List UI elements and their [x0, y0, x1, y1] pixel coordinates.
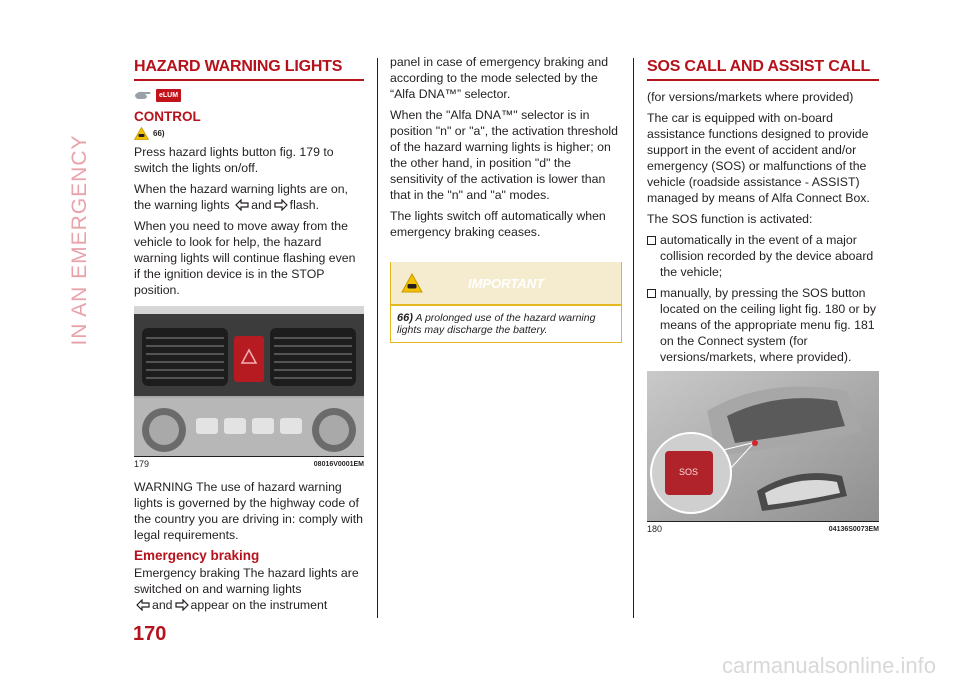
paragraph: Press hazard lights button fig. 179 to switch the lights on/off. [134, 145, 334, 175]
paragraph-emergency-braking [134, 565, 364, 613]
figure-number: 179 [134, 459, 150, 469]
subtitle-emergency-braking: Emergency braking [134, 548, 260, 563]
paragraph: When the "Alfa DNA™" selector is in position "n" or "a", the activation threshold of the hazard warning lights is higher; on the other hand, in position "d" the sensitivity of the activation is lower than that in the "n" and "a" modes. [390, 108, 619, 202]
page-number: 170 [133, 623, 167, 645]
column-divider [377, 58, 378, 618]
right-turn-arrow-icon [274, 199, 288, 211]
paragraph-warning-legal: WARNING The use of hazard warning lights is governed by the highway code of the country you are driving in: comply with legal requirements. [134, 480, 363, 542]
paragraph: When you need to move away from the vehicle to look for help, the hazard warning lights will continue flashing even if the ignition device is in the STOP position. [134, 219, 356, 297]
left-turn-arrow-icon [235, 199, 249, 211]
warning-reference [134, 126, 364, 140]
bullet-item: automatically in the event of a major collision recorded by the device aboard the vehicle; [647, 232, 879, 280]
text-fragment: When the hazard warning lights are on, the warning lights [134, 182, 348, 212]
important-number: 66) [397, 312, 413, 324]
left-turn-arrow-icon [136, 599, 150, 611]
text-fragment: and [251, 198, 272, 212]
figure-caption [134, 456, 364, 469]
paragraph-warning-lights [134, 181, 364, 213]
figure-number: 180 [647, 524, 663, 534]
figure-code: 08016V0001EM [313, 460, 364, 468]
ceiling-light-photo [647, 371, 879, 521]
elum-badge: eLUM [156, 89, 181, 102]
elum-indicator [134, 85, 364, 105]
text-fragment: flash. [289, 198, 320, 212]
note-reference: 66) [153, 128, 165, 138]
watermark: carmanualsonline.info [721, 653, 936, 678]
important-text: A prolonged use of the hazard warning lights may discharge the battery. [397, 312, 596, 336]
important-header [391, 262, 621, 304]
paragraph: The SOS function is activated: [647, 212, 813, 226]
warning-triangle-icon [134, 127, 149, 140]
text-fragment: and [152, 598, 173, 612]
text-fragment: Emergency braking The hazard lights are switched on and warning lights [134, 566, 359, 596]
important-title: IMPORTANT [467, 275, 545, 291]
figure-hazard-button [134, 306, 364, 456]
sos-button-label: SOS [679, 467, 699, 477]
right-turn-arrow-icon [175, 599, 189, 611]
important-notice [390, 262, 622, 343]
figure-caption [647, 521, 879, 534]
subtitle-control: CONTROL [134, 109, 201, 124]
section-title-hazard: HAZARD WARNING LIGHTS [134, 58, 364, 81]
column-hazard-continued [390, 54, 622, 343]
paragraph: The lights switch off automatically when emergency braking ceases. [390, 209, 606, 239]
paragraph: The car is equipped with on-board assistance functions designed to provide support in the event of accident and/or emergency (SOS) or malfunctions of the vehicle (roadside assistance - ASSIST) managed by means of Alfa Connect Box. [647, 111, 870, 205]
dashboard-photo [134, 306, 364, 456]
column-hazard-lights [134, 54, 364, 618]
section-title-sos: SOS CALL AND ASSIST CALL [647, 58, 879, 81]
column-sos-call [647, 54, 879, 544]
chapter-side-label-text: IN AN EMERGENCY [68, 134, 91, 346]
figure-code: 04136S0073EM [828, 525, 879, 533]
paragraph: panel in case of emergency braking and according to the mode selected by the “Alfa DNA™” selector. [390, 55, 609, 101]
bullet-item: manually, by pressing the SOS button located on the ceiling light fig. 180 or by means of the appropriate menu fig. 181 on the Connect system (for versions/markets, where provided). [647, 285, 879, 365]
text-fragment: appear on the instrument [190, 598, 328, 612]
column-divider [633, 58, 634, 618]
hand-pointer-icon [134, 89, 152, 101]
important-body [391, 304, 621, 342]
figure-sos-button [647, 371, 879, 521]
warning-triangle-icon [401, 273, 423, 293]
paragraph: (for versions/markets where provided) [647, 90, 854, 104]
